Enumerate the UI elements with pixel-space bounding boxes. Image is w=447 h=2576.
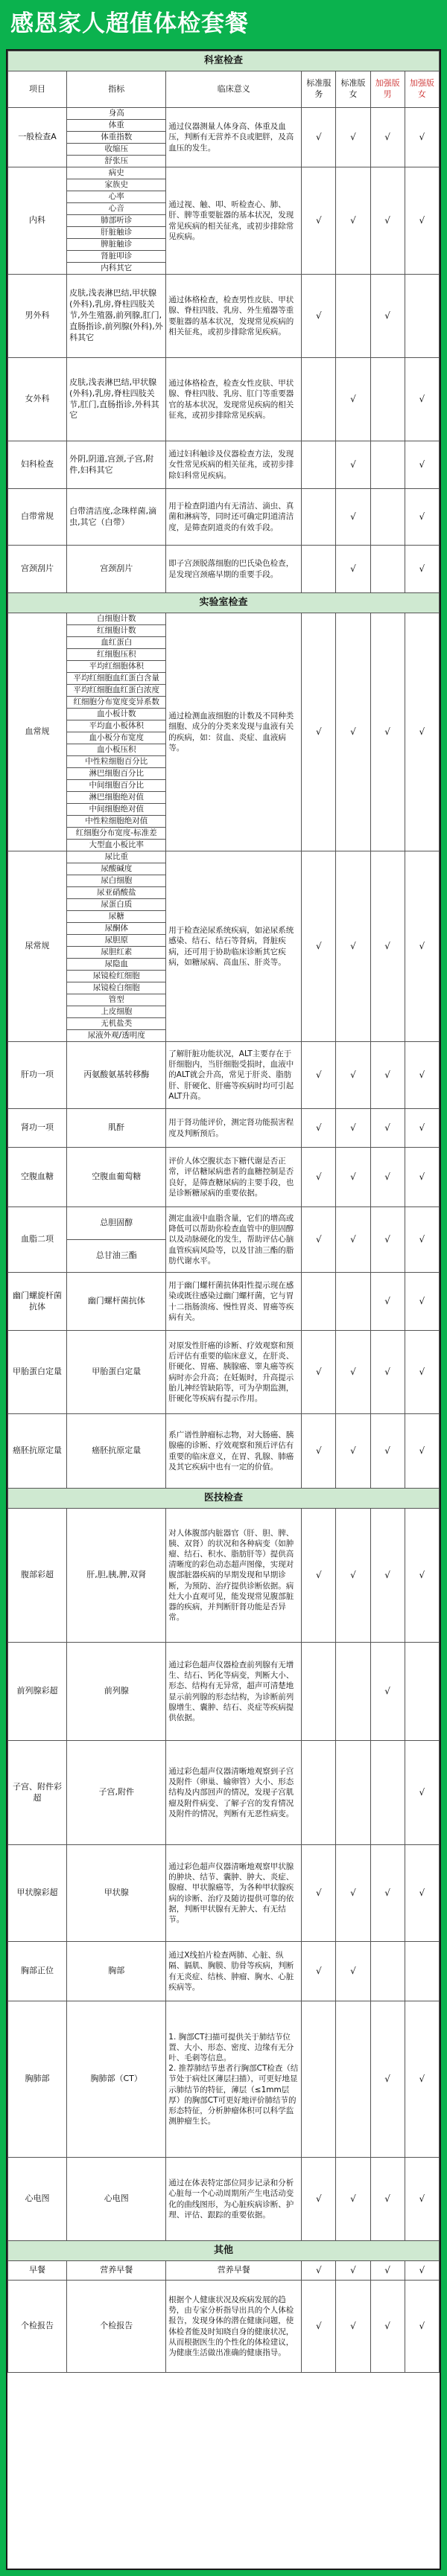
- thyroid-cat: 甲状腺彩超: [8, 1845, 67, 1942]
- blood-item: 红细胞分布宽度变异系数: [67, 697, 166, 709]
- cervical-indicator: 宫颈刮片: [67, 546, 166, 593]
- afp-check-3: √: [370, 1331, 405, 1414]
- urine-item: 无机盐类: [67, 1018, 166, 1030]
- urine-item: 尿比重: [67, 851, 166, 863]
- blood-item: 平均红细胞血红蛋白含量: [67, 673, 166, 685]
- abdomen-indicator: 肝,胆,胰,脾,双肾: [67, 1509, 166, 1643]
- cea-check-2: √: [336, 1414, 370, 1489]
- glucose-check-1: √: [302, 1148, 336, 1207]
- section-other: 其他: [8, 2241, 440, 2261]
- uterus-cat: 子宫、附件彩超: [8, 1741, 67, 1845]
- lipid-check-1: √: [302, 1207, 336, 1273]
- abdomen-check-2: √: [336, 1509, 370, 1643]
- header-col1: 标准服务: [302, 71, 336, 108]
- breakfast-check-2: √: [336, 2261, 370, 2281]
- general-item: 收缩压: [67, 144, 166, 156]
- internal-item: 心率: [67, 191, 166, 203]
- general-check-2: √: [336, 108, 370, 167]
- cea-check-1: √: [302, 1414, 336, 1489]
- ct-cat: 胸肺部: [8, 2001, 67, 2158]
- glucose-check-2: √: [336, 1148, 370, 1207]
- blood-item: 平均红细胞血红蛋白浓度: [67, 685, 166, 697]
- cervical-check-2: √: [336, 546, 370, 593]
- blood-cat: 血常规: [8, 613, 67, 851]
- afp-indicator: 甲胎蛋白定量: [67, 1331, 166, 1414]
- blood-item: 淋巴细胞绝对值: [67, 792, 166, 804]
- urine-item: 尿酸碱度: [67, 863, 166, 875]
- urine-item: 尿胆红素: [67, 947, 166, 959]
- internal-item: 肾脏叩诊: [67, 251, 166, 263]
- chest-indicator: 胸部: [67, 1942, 166, 2001]
- liver-cat: 肝功一项: [8, 1042, 67, 1109]
- glucose-indicator: 空腹血葡萄糖: [67, 1148, 166, 1207]
- ct-indicator: 胸肺部（CT）: [67, 2001, 166, 2158]
- urine-item: 上皮细胞: [67, 1006, 166, 1018]
- cervical-check-4: √: [405, 546, 439, 593]
- glucose-meaning: 评价人体空腹状态下糖代谢是否正常，评估糖尿病患者的血糖控制是否良好，是筛查糖尿病的主要手段，也是诊断糖尿病的重要依据。: [166, 1148, 302, 1207]
- afp-check-2: √: [336, 1331, 370, 1414]
- glucose-cat: 空腹血糖: [8, 1148, 67, 1207]
- breakfast-cat: 早餐: [8, 2261, 67, 2281]
- report-check-4: √: [405, 2281, 439, 2373]
- leucorrhea-check-2: √: [336, 489, 370, 546]
- liver-check-2: √: [336, 1042, 370, 1109]
- ct-meaning: 1. 胸部CT扫描可提供关于肺结节位置、大小、形态、密度、边缘有无分叶、毛刺等信息。 2. 推荐肺结节患者行胸部CT检查（结节处于病灶区薄层扫描），可更好地显示肺结节的特征，薄层（≤1mm层厚）的胸部CT可更好地评价肺结节的形态特征，分析肿瘤体积可以科学监测肿瘤生长。: [166, 2001, 302, 2158]
- hp-check-3: √: [370, 1273, 405, 1331]
- blood-item: 大型血小板比率: [67, 840, 166, 851]
- internal-check-4: √: [405, 167, 439, 275]
- urine-check-3: √: [370, 851, 405, 1042]
- report-cat: 个检报告: [8, 2281, 67, 2373]
- prostate-check-3: √: [370, 1643, 405, 1741]
- section-physical: 科室检查: [8, 51, 440, 71]
- kidney-check-2: √: [336, 1109, 370, 1148]
- surgery-m-indicator: 皮肤,浅表淋巴结,甲状腺(外科),乳房,脊柱四肢关节,外生殖器,前列腺,肛门,直肠指诊,前列腺(外科),外科其它: [67, 275, 166, 358]
- blood-item: 中间细胞百分比: [67, 780, 166, 792]
- blood-item: 中性粒细胞百分比: [67, 756, 166, 768]
- header-project: 项目: [8, 71, 67, 108]
- abdomen-meaning: 对人体腹部内脏器官（肝、胆、脾、胰、双肾）的状况和各种病变（如肿瘤、结石、积水、脂肪肝等）提供高清晰度的彩色动态超声图像，实现对腹部脏器疾病的早期发现和早期诊断，为预防、治疗提供诊断依据。病灶大小直观可见，能发现常见腹部脏器的疾病，并判断肝肾功能是否异常。: [166, 1509, 302, 1643]
- ct-check-4: √: [405, 2001, 439, 2158]
- report-indicator: 个检报告: [67, 2281, 166, 2373]
- internal-check-2: √: [336, 167, 370, 275]
- general-item: 体重指数: [67, 132, 166, 144]
- blood-item: 平均红细胞体积: [67, 661, 166, 673]
- blood-item: 中间细胞绝对值: [67, 804, 166, 816]
- uterus-indicator: 子宫,附件: [67, 1741, 166, 1845]
- blood-item: 血小板计数: [67, 709, 166, 720]
- urine-item: 尿隐血: [67, 959, 166, 971]
- ecg-cat: 心电图: [8, 2158, 67, 2241]
- blood-check-3: √: [370, 613, 405, 851]
- blood-check-4: √: [405, 613, 439, 851]
- urine-check-4: √: [405, 851, 439, 1042]
- blood-item: 血小板分布宽度: [67, 732, 166, 744]
- cervical-cat: 宫颈刮片: [8, 546, 67, 593]
- lipid-meaning: 测定血液中血脂含量，它们的增高或降低可以帮助你检查血管中的胆固醇以及动脉硬化的发生，帮助评估心脑血管疾病风险等，以及甘油三酯的脂肪代谢水平。: [166, 1207, 302, 1273]
- lipid-check-2: √: [336, 1207, 370, 1273]
- internal-item: 家族史: [67, 179, 166, 191]
- urine-cat: 尿常规: [8, 851, 67, 1042]
- blood-item: 淋巴细胞百分比: [67, 768, 166, 780]
- blood-item: 血红蛋白: [67, 637, 166, 649]
- urine-item: 尿镜检白细胞: [67, 982, 166, 994]
- thyroid-indicator: 甲状腺: [67, 1845, 166, 1942]
- general-check-4: √: [405, 108, 439, 167]
- surgery-m-meaning: 通过体格检查，检查男性皮肤、甲状腺、脊柱四肢、乳房、外生殖器等重要脏器的基本状况，发现常见疾病的相关征兆，或初步排除常见疾病。: [166, 275, 302, 358]
- abdomen-check-1: √: [302, 1509, 336, 1643]
- blood-check-1: √: [302, 613, 336, 851]
- kidney-check-3: √: [370, 1109, 405, 1148]
- blood-item: 血小板压积: [67, 744, 166, 756]
- glucose-check-4: √: [405, 1148, 439, 1207]
- gyn-check-2: √: [336, 441, 370, 489]
- ecg-meaning: 通过在体表特定部位同步记录和分析心脏每一个心动周期所产生电活动变化的曲线图形，为心脏疾病诊断、护理、评估、跟踪的重要依据。: [166, 2158, 302, 2241]
- lipid-check-3: √: [370, 1207, 405, 1273]
- leucorrhea-check-4: √: [405, 489, 439, 546]
- surgery-f-indicator: 皮肤,浅表淋巴结,甲状腺(外科),乳房,脊柱四肢关节,肛门,直肠指诊,外科其它: [67, 358, 166, 441]
- report-meaning: 根据个人健康状况及疾病发展的趋势，由专家分析指导出具的个人体检报告，发现身体的潜在健康问题，使体检者能及时知晓自身的健康状况，从而根据医生的个性化的体检建议，为健康生活做出准确的健康指导。: [166, 2281, 302, 2373]
- ecg-indicator: 心电图: [67, 2158, 166, 2241]
- cea-cat: 癌胚抗原定量: [8, 1414, 67, 1489]
- blood-item: 白细胞计数: [67, 613, 166, 625]
- afp-meaning: 对原发性肝癌的诊断、疗效观察和预后评估有重要的临床意义，在肝炎、肝硬化、胃癌、胰腺癌、睾丸癌等疾病时亦会升高；在妊娠时，升高提示胎儿神经管缺陷等，可为孕期监测，肝硬化等疾病有提示作用。: [166, 1331, 302, 1414]
- header-meaning: 临床意义: [166, 71, 302, 108]
- abdomen-check-4: √: [405, 1509, 439, 1643]
- breakfast-check-3: √: [370, 2261, 405, 2281]
- urine-item: 管型: [67, 994, 166, 1006]
- general-cat: 一般检查A: [8, 108, 67, 167]
- chest-check-1: √: [302, 1942, 336, 2001]
- cea-check-4: √: [405, 1414, 439, 1489]
- lipid-indicator-2: 总甘油三酯: [67, 1240, 166, 1273]
- surgery-f-meaning: 通过体格检查，检查女性皮肤、甲状腺、脊柱四肢、乳房、肛门等重要器官的基本状况，发现常见疾病的相关征兆，或初步排除常见疾病。: [166, 358, 302, 441]
- liver-indicator: 丙氨酸氨基转移酶: [67, 1042, 166, 1109]
- surgery-f-cat: 女外科: [8, 358, 67, 441]
- report-check-2: √: [336, 2281, 370, 2373]
- ecg-check-4: √: [405, 2158, 439, 2241]
- kidney-meaning: 用于肾功能评价，测定肾功能损害程度及判断预后。: [166, 1109, 302, 1148]
- hp-indicator: 幽门螺杆菌抗体: [67, 1273, 166, 1331]
- thyroid-check-2: √: [336, 1845, 370, 1942]
- surgery-m-check-3: √: [370, 275, 405, 358]
- liver-check-1: √: [302, 1042, 336, 1109]
- breakfast-indicator: 营养早餐: [67, 2261, 166, 2281]
- internal-meaning: 通过视、触、叩、听检查心、肺、肝、脾等重要脏器的基本状况，发现常见疾病的相关征兆，或初步排除常见疾病。: [166, 167, 302, 275]
- cea-indicator: 癌胚抗原定量: [67, 1414, 166, 1489]
- cea-meaning: 系广谱性肿瘤标志物，对大肠癌、胰腺癌的诊断、疗效观察和预后评估有重要的临床意义，在胃、乳腺、肺癌及其它疾病中也有一定的价值。: [166, 1414, 302, 1489]
- package-table: [7, 51, 440, 2373]
- urine-item: 尿镜检红细胞: [67, 971, 166, 982]
- liver-check-4: √: [405, 1042, 439, 1109]
- abdomen-check-3: √: [370, 1509, 405, 1643]
- general-item: 舒张压: [67, 156, 166, 167]
- ct-check-3: √: [370, 2001, 405, 2158]
- blood-item: 红细胞分布宽度-标准差: [67, 828, 166, 840]
- general-item: 体重: [67, 120, 166, 132]
- blood-check-2: √: [336, 613, 370, 851]
- blood-meaning: 通过检测血液细胞的计数及不同种类细胞、成分的分类来发现与血液有关的疾病，如：贫血、炎症、血液病等。: [166, 613, 302, 851]
- breakfast-check-4: √: [405, 2261, 439, 2281]
- hp-check-4: √: [405, 1273, 439, 1331]
- leucorrhea-cat: 白带常规: [8, 489, 67, 546]
- thyroid-meaning: 通过彩色超声仪器清晰地观察甲状腺的肿块、结节、囊肿、肿大、炎症、腺瘤、甲状腺癌等，为各种甲状腺疾病的诊断、治疗及随访提供可靠的依据，判断甲状腺有无肿大、有无结节。: [166, 1845, 302, 1942]
- general-meaning: 通过仪器测量人体身高、体重及血压，判断有无营养不良或肥胖，及高血压的发生。: [166, 108, 302, 167]
- header-col4: 加强版女: [405, 71, 439, 108]
- lipid-check-4: √: [405, 1207, 439, 1273]
- hp-meaning: 用于幽门螺杆菌抗体阳性提示现在感染或既往感染过幽门螺杆菌，它与胃十二指肠溃疡、慢性胃炎、胃癌等疾病有关。: [166, 1273, 302, 1331]
- urine-check-2: √: [336, 851, 370, 1042]
- glucose-check-3: √: [370, 1148, 405, 1207]
- internal-item: 肺部听诊: [67, 215, 166, 227]
- afp-cat: 甲胎蛋白定量: [8, 1331, 67, 1414]
- internal-check-3: √: [370, 167, 405, 275]
- urine-item: 尿糖: [67, 911, 166, 923]
- hp-cat: 幽门螺旋杆菌抗体: [8, 1273, 67, 1331]
- cea-check-3: √: [370, 1414, 405, 1489]
- blood-item: 红细胞压积: [67, 649, 166, 661]
- general-check-3: √: [370, 108, 405, 167]
- blood-item: 中性粒细胞绝对值: [67, 816, 166, 828]
- surgery-f-check-4: √: [405, 358, 439, 441]
- header-col2: 标准版女: [336, 71, 370, 108]
- urine-check-1: √: [302, 851, 336, 1042]
- package-table-card: [6, 49, 441, 2570]
- liver-check-3: √: [370, 1042, 405, 1109]
- report-check-1: √: [302, 2281, 336, 2373]
- urine-item: 尿白细胞: [67, 875, 166, 887]
- urine-item: 尿蛋白质: [67, 899, 166, 911]
- afp-check-4: √: [405, 1331, 439, 1414]
- chest-cat: 胸部正位: [8, 1942, 67, 2001]
- cervical-meaning: 即子宫颈脱落细胞的巴氏染色检查，是发现宫颈癌早期的重要手段。: [166, 546, 302, 593]
- section-lab: 实验室检查: [8, 593, 440, 613]
- uterus-meaning: 通过彩色超声仪器清晰地观察到子宫及附件（卵巢、输卵管）大小、形态结构及内部回声的情况，发现子宫肌瘤及附件病变、了解子宫的发育情况及附件的情况，判断有无恶性病变。: [166, 1741, 302, 1845]
- ecg-check-2: √: [336, 2158, 370, 2241]
- report-check-3: √: [370, 2281, 405, 2373]
- internal-item: 内科其它: [67, 263, 166, 275]
- prostate-indicator: 前列腺: [67, 1643, 166, 1741]
- leucorrhea-indicator: 白带清洁度,念珠样菌,滴虫,其它（白带）: [67, 489, 166, 546]
- chest-meaning: 通过X线拍片检查两肺、心脏、纵隔、膈肌、胸膜、肋骨等疾病，判断有无炎症、结核、肿瘤、胸水、心脏疾病等。: [166, 1942, 302, 2001]
- urine-item: 尿亚硝酸盐: [67, 887, 166, 899]
- abdomen-cat: 腹部彩超: [8, 1509, 67, 1643]
- internal-item: 心音: [67, 203, 166, 215]
- liver-meaning: 了解肝脏功能状况，ALT主要存在于肝细胞内，当肝细胞受损时，血液中的ALT就会升高，常见于肝炎、脂肪肝、肝硬化、肝癌等疾病时均可引起ALT升高。: [166, 1042, 302, 1109]
- uterus-check-4: √: [405, 1741, 439, 1845]
- internal-item: 脾脏触诊: [67, 239, 166, 251]
- gyn-meaning: 通过妇科触诊及仪器检查方法，发现女性常见疾病的相关征兆，或初步排除妇科常见疾病。: [166, 441, 302, 489]
- urine-item: 尿酮体: [67, 923, 166, 935]
- internal-item: 肝脏触诊: [67, 227, 166, 239]
- breakfast-meaning: 营养早餐: [166, 2261, 302, 2281]
- afp-check-1: √: [302, 1331, 336, 1414]
- thyroid-check-4: √: [405, 1845, 439, 1942]
- blood-item: 平均血小板体积: [67, 720, 166, 732]
- header-indicator: 指标: [67, 71, 166, 108]
- urine-item: 尿液外观/透明度: [67, 1030, 166, 1042]
- blood-item: 红细胞计数: [67, 625, 166, 637]
- urine-meaning: 用于检查泌尿系统疾病，如泌尿系统感染、结石、结石等肾病，肾脏疾病，还可用于协助临床诊断其它疾病，如糖尿病、高血压、肝炎等。: [166, 851, 302, 1042]
- surgery-m-check-1: √: [302, 275, 336, 358]
- prostate-meaning: 通过彩色超声仪器检查前列腺有无增生、结石、钙化等病变，判断大小、形态、结构有无异常，超声可清楚地显示前列腺的形态结构，为诊断前列腺增生、囊肿、结石、炎症等疾病提供依据。: [166, 1643, 302, 1741]
- surgery-m-cat: 男外科: [8, 275, 67, 358]
- kidney-indicator: 肌酐: [67, 1109, 166, 1148]
- surgery-f-check-2: √: [336, 358, 370, 441]
- header-col3: 加强版男: [370, 71, 405, 108]
- page-title: 感恩家人超值体检套餐: [10, 10, 249, 37]
- prostate-cat: 前列腺彩超: [8, 1643, 67, 1741]
- thyroid-check-1: √: [302, 1845, 336, 1942]
- thyroid-check-3: √: [370, 1845, 405, 1942]
- lipid-indicator-1: 总胆固醇: [67, 1207, 166, 1240]
- internal-item: 病史: [67, 167, 166, 179]
- kidney-check-4: √: [405, 1109, 439, 1148]
- kidney-check-1: √: [302, 1109, 336, 1148]
- breakfast-check-1: √: [302, 2261, 336, 2281]
- watermark-logo: 值|值|值: [334, 2519, 440, 2548]
- internal-check-1: √: [302, 167, 336, 275]
- general-item: 身高: [67, 108, 166, 120]
- chest-check-2: √: [336, 1942, 370, 2001]
- ecg-check-1: √: [302, 2158, 336, 2241]
- kidney-cat: 肾功一项: [8, 1109, 67, 1148]
- urine-item: 尿胆原: [67, 935, 166, 947]
- gyn-cat: 妇科检查: [8, 441, 67, 489]
- watermark-site: zhidezhi.com: [379, 2557, 434, 2567]
- internal-cat: 内科: [8, 167, 67, 275]
- general-check-1: √: [302, 108, 336, 167]
- ecg-check-3: √: [370, 2158, 405, 2241]
- gyn-indicator: 外阴,阴道,宫颈,子宫,附件,妇科其它: [67, 441, 166, 489]
- lipid-cat: 血脂二项: [8, 1207, 67, 1273]
- gyn-check-4: √: [405, 441, 439, 489]
- section-imaging: 医技检查: [8, 1489, 440, 1509]
- leucorrhea-meaning: 用于检查阴道内有无清洁、滴虫、真菌和淋病等，同时还可确定阴道清洁度，是筛查阴道炎的有效手段。: [166, 489, 302, 546]
